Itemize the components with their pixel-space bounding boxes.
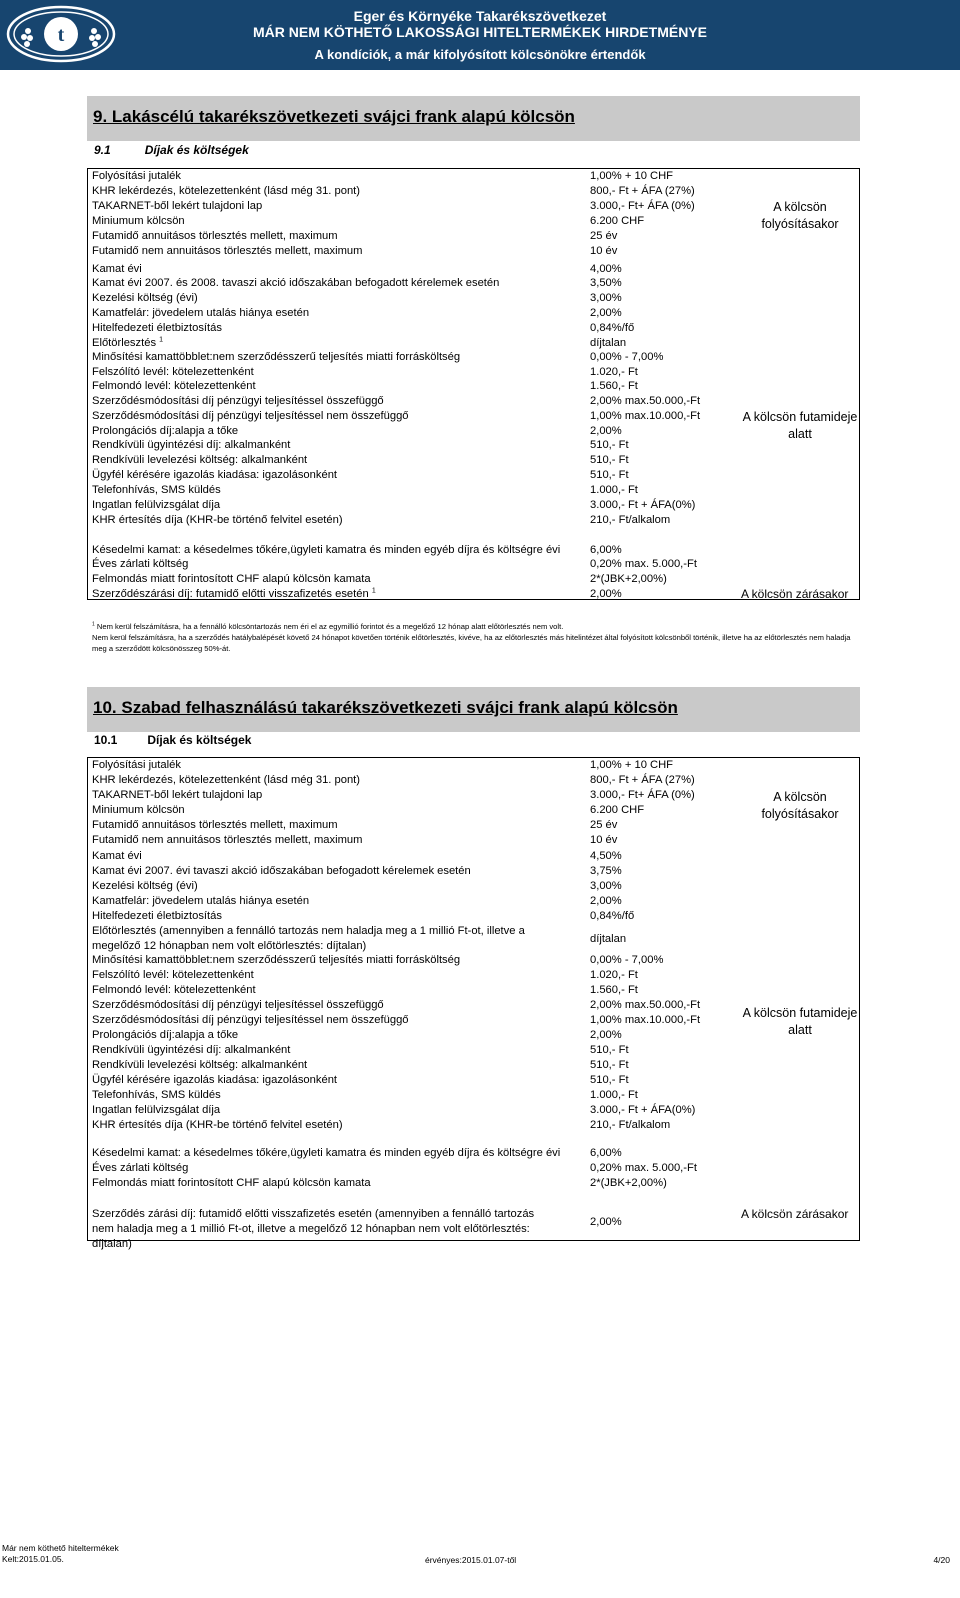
row-label-text: TAKARNET-ből lekért tulajdoni lap xyxy=(92,200,263,212)
row-label-text: Szerződészárási díj: futamidő előtti visszafizetés esetén xyxy=(92,588,369,600)
section-9-sub-label: Díjak és költségek xyxy=(144,143,249,157)
row-value: 3,50% xyxy=(590,277,622,289)
row-label xyxy=(92,513,343,528)
row-label xyxy=(92,803,185,818)
row-label xyxy=(92,438,290,453)
row-label xyxy=(92,998,384,1013)
row-value: 1.560,- Ft xyxy=(590,984,638,996)
row-label xyxy=(92,1146,560,1161)
table-row xyxy=(92,394,854,409)
row-label-text: Futamidő nem annuitásos törlesztés mellett, maximum xyxy=(92,245,363,257)
table-row xyxy=(92,1103,854,1118)
row-value: 6.200 CHF xyxy=(590,215,645,227)
table-row xyxy=(92,924,854,952)
row-value: 25 év xyxy=(590,819,618,831)
row-label xyxy=(92,453,307,468)
footer-product: Már nem köthető hiteltermékek xyxy=(2,1543,119,1553)
row-label-text: Kamat évi 2007. és 2008. tavaszi akció időszakában befogadott kérelemek esetén xyxy=(92,277,500,289)
table-row xyxy=(92,513,854,528)
row-value: 4,00% xyxy=(590,263,622,275)
footnote-ref: 1 xyxy=(159,336,164,344)
table-row xyxy=(92,572,854,587)
row-label-text: Minősítési kamattöbblet:nem szerződésszerű teljesítés miatti forrásköltség xyxy=(92,351,461,363)
row-label xyxy=(92,1118,343,1133)
table-row xyxy=(92,1146,854,1161)
table-row xyxy=(92,833,854,848)
row-label-text: Éves zárlati költség xyxy=(92,1162,189,1174)
row-label-text: Ügyfél kérésére igazolás kiadása: igazolásonként xyxy=(92,469,338,481)
row-label-text: Minősítési kamattöbblet:nem szerződésszerű teljesítés miatti forrásköltség xyxy=(92,954,461,966)
row-label-text: Késedelmi kamat: a késedelmes tőkére,ügyleti kamatra és minden egyéb díjra és költségre évi xyxy=(92,544,561,556)
table-row xyxy=(92,587,854,602)
table-row xyxy=(92,557,854,572)
row-value: 2,00% xyxy=(590,1216,622,1228)
page-header xyxy=(0,0,960,70)
row-label-text: Ingatlan felülvizsgálat díja xyxy=(92,1104,221,1116)
row-label xyxy=(92,773,360,788)
row-label-text: Futamidő annuitásos törlesztés mellett, maximum xyxy=(92,819,338,831)
row-label xyxy=(92,262,142,277)
row-label xyxy=(92,394,384,409)
row-label-text: Kezelési költség (évi) xyxy=(92,880,198,892)
table-row xyxy=(92,543,854,558)
row-value: 3.000,- Ft+ ÁFA (0%) xyxy=(590,789,695,801)
table-row xyxy=(92,184,854,199)
row-value: 510,- Ft xyxy=(590,1059,629,1071)
row-value: 1.020,- Ft xyxy=(590,969,638,981)
row-label-text: Kamat évi xyxy=(92,850,142,862)
row-label-text: Futamidő annuitásos törlesztés mellett, maximum xyxy=(92,230,338,242)
table-row xyxy=(92,365,854,380)
row-value: 10 év xyxy=(590,245,618,257)
table-row xyxy=(92,864,854,879)
row-value: 0,84%/fő xyxy=(590,322,635,334)
footer-page-number: 4/20 xyxy=(933,1555,950,1565)
row-label xyxy=(92,409,409,424)
row-label xyxy=(92,1207,552,1252)
row-label-text: Kezelési költség (évi) xyxy=(92,292,198,304)
row-value: 1,00% + 10 CHF xyxy=(590,759,674,771)
row-value: 10 év xyxy=(590,834,618,846)
row-label-text: Előtörlesztés xyxy=(92,337,157,349)
row-value: 1.020,- Ft xyxy=(590,366,638,378)
row-label-text: KHR lekérdezés, kötelezettenként (lásd még 31. pont) xyxy=(92,185,361,197)
section-9-title: 9. Lakáscélú takarékszövetkezeti svájci frank alapú kölcsön xyxy=(93,107,575,126)
row-label-text: Hitelfedezeti életbiztosítás xyxy=(92,322,222,334)
row-value: 1,00% + 10 CHF xyxy=(590,170,674,182)
section-9-sub-num: 9.1 xyxy=(94,143,111,157)
row-label xyxy=(92,1161,188,1176)
row-label xyxy=(92,379,256,394)
row-value: 2,00% max.50.000,-Ft xyxy=(590,999,701,1011)
row-label xyxy=(92,909,222,924)
row-value: 25 év xyxy=(590,230,618,242)
table-row xyxy=(92,1176,854,1191)
row-label-text: Felmondás miatt forintosított CHF alapú kölcsön kamata xyxy=(92,1177,371,1189)
row-value: 3,00% xyxy=(590,880,622,892)
row-label xyxy=(92,365,254,380)
row-label-text: Szerződés zárási díj: futamidő előtti visszafizetés esetén (amennyiben a fennálló tartozás nem haladja meg a 1 millió Ft-ot, illetve a megelőző 12 hónapban nem volt előtörlesztés: díjtalan) xyxy=(92,1208,535,1250)
row-value: 1.000,- Ft xyxy=(590,1089,638,1101)
table-row xyxy=(92,1088,854,1103)
table-row xyxy=(92,262,854,277)
table-row xyxy=(92,498,854,513)
row-label-text: Kamat évi xyxy=(92,263,142,275)
footnote-text-1: Nem kerül felszámításra, ha a fennálló kölcsöntartozás nem éri el az egymillió forintot és a megelőző 12 hónap alatt előtörlesztés nem volt. xyxy=(96,622,564,631)
row-value: díjtalan xyxy=(590,933,627,945)
table-row xyxy=(92,336,854,351)
row-value: 1.000,- Ft xyxy=(590,484,638,496)
row-label-text: Szerződésmódosítási díj pénzügyi teljesítéssel összefüggő xyxy=(92,395,384,407)
row-label xyxy=(92,557,188,572)
footer-date: Kelt:2015.01.05. xyxy=(2,1554,64,1564)
row-value: 800,- Ft + ÁFA (27%) xyxy=(590,774,695,786)
row-value: 4,50% xyxy=(590,850,622,862)
row-label-text: Kamatfelár: jövedelem utalás hiánya esetén xyxy=(92,307,310,319)
row-label-text: Felmondás miatt forintosított CHF alapú kölcsön kamata xyxy=(92,573,371,585)
row-label xyxy=(92,424,238,439)
row-value: 2,00% xyxy=(590,307,622,319)
svg-text:t: t xyxy=(57,24,65,46)
table-row xyxy=(92,350,854,365)
row-value: 2,00% max.50.000,-Ft xyxy=(590,395,701,407)
row-value: 3.000,- Ft + ÁFA(0%) xyxy=(590,1104,696,1116)
row-value: 2,00% xyxy=(590,895,622,907)
row-label xyxy=(92,199,262,214)
section-9-side-term: A kölcsön futamideje alatt xyxy=(742,410,858,441)
row-label xyxy=(92,788,262,803)
row-label xyxy=(92,169,181,184)
row-label-text: Prolongációs díj:alapja a tőke xyxy=(92,425,239,437)
row-label-text: Prolongációs díj:alapja a tőke xyxy=(92,1029,239,1041)
section-10-subtitle xyxy=(94,733,251,747)
row-value: 3,00% xyxy=(590,292,622,304)
footnote-text-2: Nem kerül felszámításra, ha a szerződés hatálybalépését követő 24 hónapot követően történik előtörlesztés, kivéve, ha az előtörlesztés más hitelintézet által folyósított kölcsönből történik, illetve ha az előtörlesztés nem haladja meg a szerződött kölcsönösszeg 50%-át. xyxy=(92,633,851,653)
section-10-side-close: A kölcsön zárásakor xyxy=(741,1207,849,1221)
section-10-side-disbursement: A kölcsön folyósításakor xyxy=(761,790,839,821)
row-label xyxy=(92,818,338,833)
row-label xyxy=(92,864,471,879)
row-label xyxy=(92,321,222,336)
row-label-text: Felmondó levél: kötelezettenként xyxy=(92,984,256,996)
table-row xyxy=(92,758,854,773)
row-label-text: Hitelfedezeti életbiztosítás xyxy=(92,910,222,922)
section-9-bar xyxy=(87,96,860,141)
row-label-text: Késedelmi kamat: a késedelmes tőkére,ügyleti kamatra és minden egyéb díjra és költségre évi xyxy=(92,1147,561,1159)
table-row xyxy=(92,291,854,306)
row-label xyxy=(92,983,256,998)
row-label-text: TAKARNET-ből lekért tulajdoni lap xyxy=(92,789,263,801)
table-row xyxy=(92,773,854,788)
row-label xyxy=(92,968,254,983)
section-10-sub-label: Díjak és költségek xyxy=(147,733,252,747)
row-value: 510,- Ft xyxy=(590,454,629,466)
row-label-text: Futamidő nem annuitásos törlesztés mellett, maximum xyxy=(92,834,363,846)
row-label xyxy=(92,483,221,498)
row-label-text: Rendkívüli ügyintézési díj: alkalmanként xyxy=(92,1044,291,1056)
row-label xyxy=(92,276,499,291)
row-label-text: Rendkívüli levelezési költség: alkalmanként xyxy=(92,1059,308,1071)
row-label-text: Kamat évi 2007. évi tavaszi akció időszakában befogadott kérelemek esetén xyxy=(92,865,471,877)
table-row xyxy=(92,276,854,291)
row-label-text: Miniumum kölcsön xyxy=(92,804,185,816)
table-row xyxy=(92,453,854,468)
footer-left xyxy=(2,1543,119,1565)
row-value: 3.000,- Ft + ÁFA(0%) xyxy=(590,499,696,511)
section-9-side-close: A kölcsön zárásakor xyxy=(741,587,849,601)
header-note: A kondíciók, a már kifolyósított kölcsönökre értendők xyxy=(314,47,646,62)
footnote-mark: 1 xyxy=(92,621,95,628)
row-label xyxy=(92,572,371,587)
row-label-text: Felszólító levél: kötelezettenként xyxy=(92,969,254,981)
row-label xyxy=(92,953,460,968)
row-label xyxy=(92,336,163,351)
row-value: 2,00% xyxy=(590,425,622,437)
section-10-bar xyxy=(87,687,860,732)
row-value: 6,00% xyxy=(590,544,622,556)
table-row xyxy=(92,1207,854,1250)
row-value: 1.560,- Ft xyxy=(590,380,638,392)
row-label xyxy=(92,498,220,513)
row-label-text: Rendkívüli levelezési költség: alkalmanként xyxy=(92,454,308,466)
row-label-text: Előtörlesztés (amennyiben a fennálló tartozás nem haladja meg a 1 millió Ft-ot, illetve a megelőző 12 hónapban nem volt előtörlesztés: díjtalan) xyxy=(92,925,525,952)
header-subtitle: MÁR NEM KÖTHETŐ LAKOSSÁGI HITELTERMÉKEK HIRDETMÉNYE xyxy=(253,24,707,40)
row-label-text: Szerződésmódosítási díj pénzügyi teljesítéssel összefüggő xyxy=(92,999,384,1011)
row-label xyxy=(92,758,181,773)
section-9-subtitle xyxy=(94,143,249,157)
row-label-text: Ügyfél kérésére igazolás kiadása: igazolásonként xyxy=(92,1074,338,1086)
row-label xyxy=(92,291,198,306)
row-label-text: Telefonhívás, SMS küldés xyxy=(92,484,221,496)
row-label xyxy=(92,587,376,602)
row-label xyxy=(92,879,198,894)
row-label xyxy=(92,184,360,199)
table-row xyxy=(92,849,854,864)
row-value: 2,00% xyxy=(590,588,622,600)
row-label xyxy=(92,1176,371,1191)
table-row xyxy=(92,1073,854,1088)
row-label xyxy=(92,306,309,321)
table-row xyxy=(92,468,854,483)
table-row xyxy=(92,894,854,909)
row-label-text: Felmondó levél: kötelezettenként xyxy=(92,380,256,392)
row-label xyxy=(92,229,338,244)
row-label-text: Folyósítási jutalék xyxy=(92,170,181,182)
row-value: 210,- Ft/alkalom xyxy=(590,514,671,526)
row-label xyxy=(92,1013,409,1028)
row-label-text: Rendkívüli ügyintézési díj: alkalmanként xyxy=(92,439,291,451)
row-label xyxy=(92,894,309,909)
table-row xyxy=(92,1058,854,1073)
row-label xyxy=(92,1073,337,1088)
row-value: 510,- Ft xyxy=(590,469,629,481)
table-row xyxy=(92,321,854,336)
table-row xyxy=(92,953,854,968)
row-value: 0,20% max. 5.000,-Ft xyxy=(590,1162,697,1174)
row-value: 2,00% xyxy=(590,1029,622,1041)
table-row xyxy=(92,909,854,924)
footer-validity: érvényes:2015.01.07-től xyxy=(425,1555,517,1565)
row-value: 0,84%/fő xyxy=(590,910,635,922)
row-label-text: KHR értesítés díja (KHR-be történő felvitel esetén) xyxy=(92,1119,343,1131)
row-label-text: Szerződésmódosítási díj pénzügyi teljesítéssel nem összefüggő xyxy=(92,410,409,422)
row-label xyxy=(92,1058,307,1073)
row-label xyxy=(92,214,185,229)
row-value: 1,00% max.10.000,-Ft xyxy=(590,410,701,422)
footnote xyxy=(92,621,862,654)
row-value: 0,20% max. 5.000,-Ft xyxy=(590,558,697,570)
row-value: 210,- Ft/alkalom xyxy=(590,1119,671,1131)
table-row xyxy=(92,169,854,184)
row-value: 0,00% - 7,00% xyxy=(590,351,664,363)
row-label-text: Éves zárlati költség xyxy=(92,558,189,570)
row-value: 3,75% xyxy=(590,865,622,877)
section-10-title: 10. Szabad felhasználású takarékszövetkezeti svájci frank alapú kölcsön xyxy=(93,698,678,717)
row-value: 1,00% max.10.000,-Ft xyxy=(590,1014,701,1026)
table-row xyxy=(92,968,854,983)
section-9-side-disbursement: A kölcsön folyósításakor xyxy=(761,200,839,231)
table-row xyxy=(92,983,854,998)
table-row xyxy=(92,1161,854,1176)
row-label xyxy=(92,849,142,864)
row-label xyxy=(92,833,362,848)
footnote-ref: 1 xyxy=(371,587,376,595)
row-label-text: Ingatlan felülvizsgálat díja xyxy=(92,499,221,511)
row-value: díjtalan xyxy=(590,337,627,349)
row-value: 6.200 CHF xyxy=(590,804,645,816)
row-value: 510,- Ft xyxy=(590,1074,629,1086)
row-label xyxy=(92,924,552,954)
row-label-text: Miniumum kölcsön xyxy=(92,215,185,227)
row-value: 800,- Ft + ÁFA (27%) xyxy=(590,185,695,197)
row-value: 0,00% - 7,00% xyxy=(590,954,664,966)
row-label-text: KHR értesítés díja (KHR-be történő felvitel esetén) xyxy=(92,514,343,526)
table-row xyxy=(92,379,854,394)
row-value: 3.000,- Ft+ ÁFA (0%) xyxy=(590,200,695,212)
table-row xyxy=(92,1043,854,1058)
row-label xyxy=(92,1088,221,1103)
header-title: Eger és Környéke Takarékszövetkezet xyxy=(353,8,607,24)
table-row xyxy=(92,483,854,498)
row-label-text: Telefonhívás, SMS küldés xyxy=(92,1089,221,1101)
row-label-text: KHR lekérdezés, kötelezettenként (lásd még 31. pont) xyxy=(92,774,361,786)
row-label xyxy=(92,244,362,259)
row-value: 510,- Ft xyxy=(590,439,629,451)
row-label-text: Kamatfelár: jövedelem utalás hiánya esetén xyxy=(92,895,310,907)
row-label xyxy=(92,1103,220,1118)
row-label-text: Szerződésmódosítási díj pénzügyi teljesítéssel nem összefüggő xyxy=(92,1014,409,1026)
row-label xyxy=(92,350,460,365)
row-value: 510,- Ft xyxy=(590,1044,629,1056)
table-row xyxy=(92,879,854,894)
row-value: 2*(JBK+2,00%) xyxy=(590,573,667,585)
table-row xyxy=(92,306,854,321)
row-label xyxy=(92,468,337,483)
row-label xyxy=(92,1028,238,1043)
row-value: 2*(JBK+2,00%) xyxy=(590,1177,667,1189)
row-label-text: Felszólító levél: kötelezettenként xyxy=(92,366,254,378)
row-label xyxy=(92,543,560,558)
section-10-side-term: A kölcsön futamideje alatt xyxy=(742,1006,858,1037)
table-row xyxy=(92,244,854,259)
row-value: 6,00% xyxy=(590,1147,622,1159)
row-label-text: Folyósítási jutalék xyxy=(92,759,181,771)
section-10-sub-num: 10.1 xyxy=(94,733,118,747)
table-row xyxy=(92,1118,854,1133)
row-label xyxy=(92,1043,290,1058)
